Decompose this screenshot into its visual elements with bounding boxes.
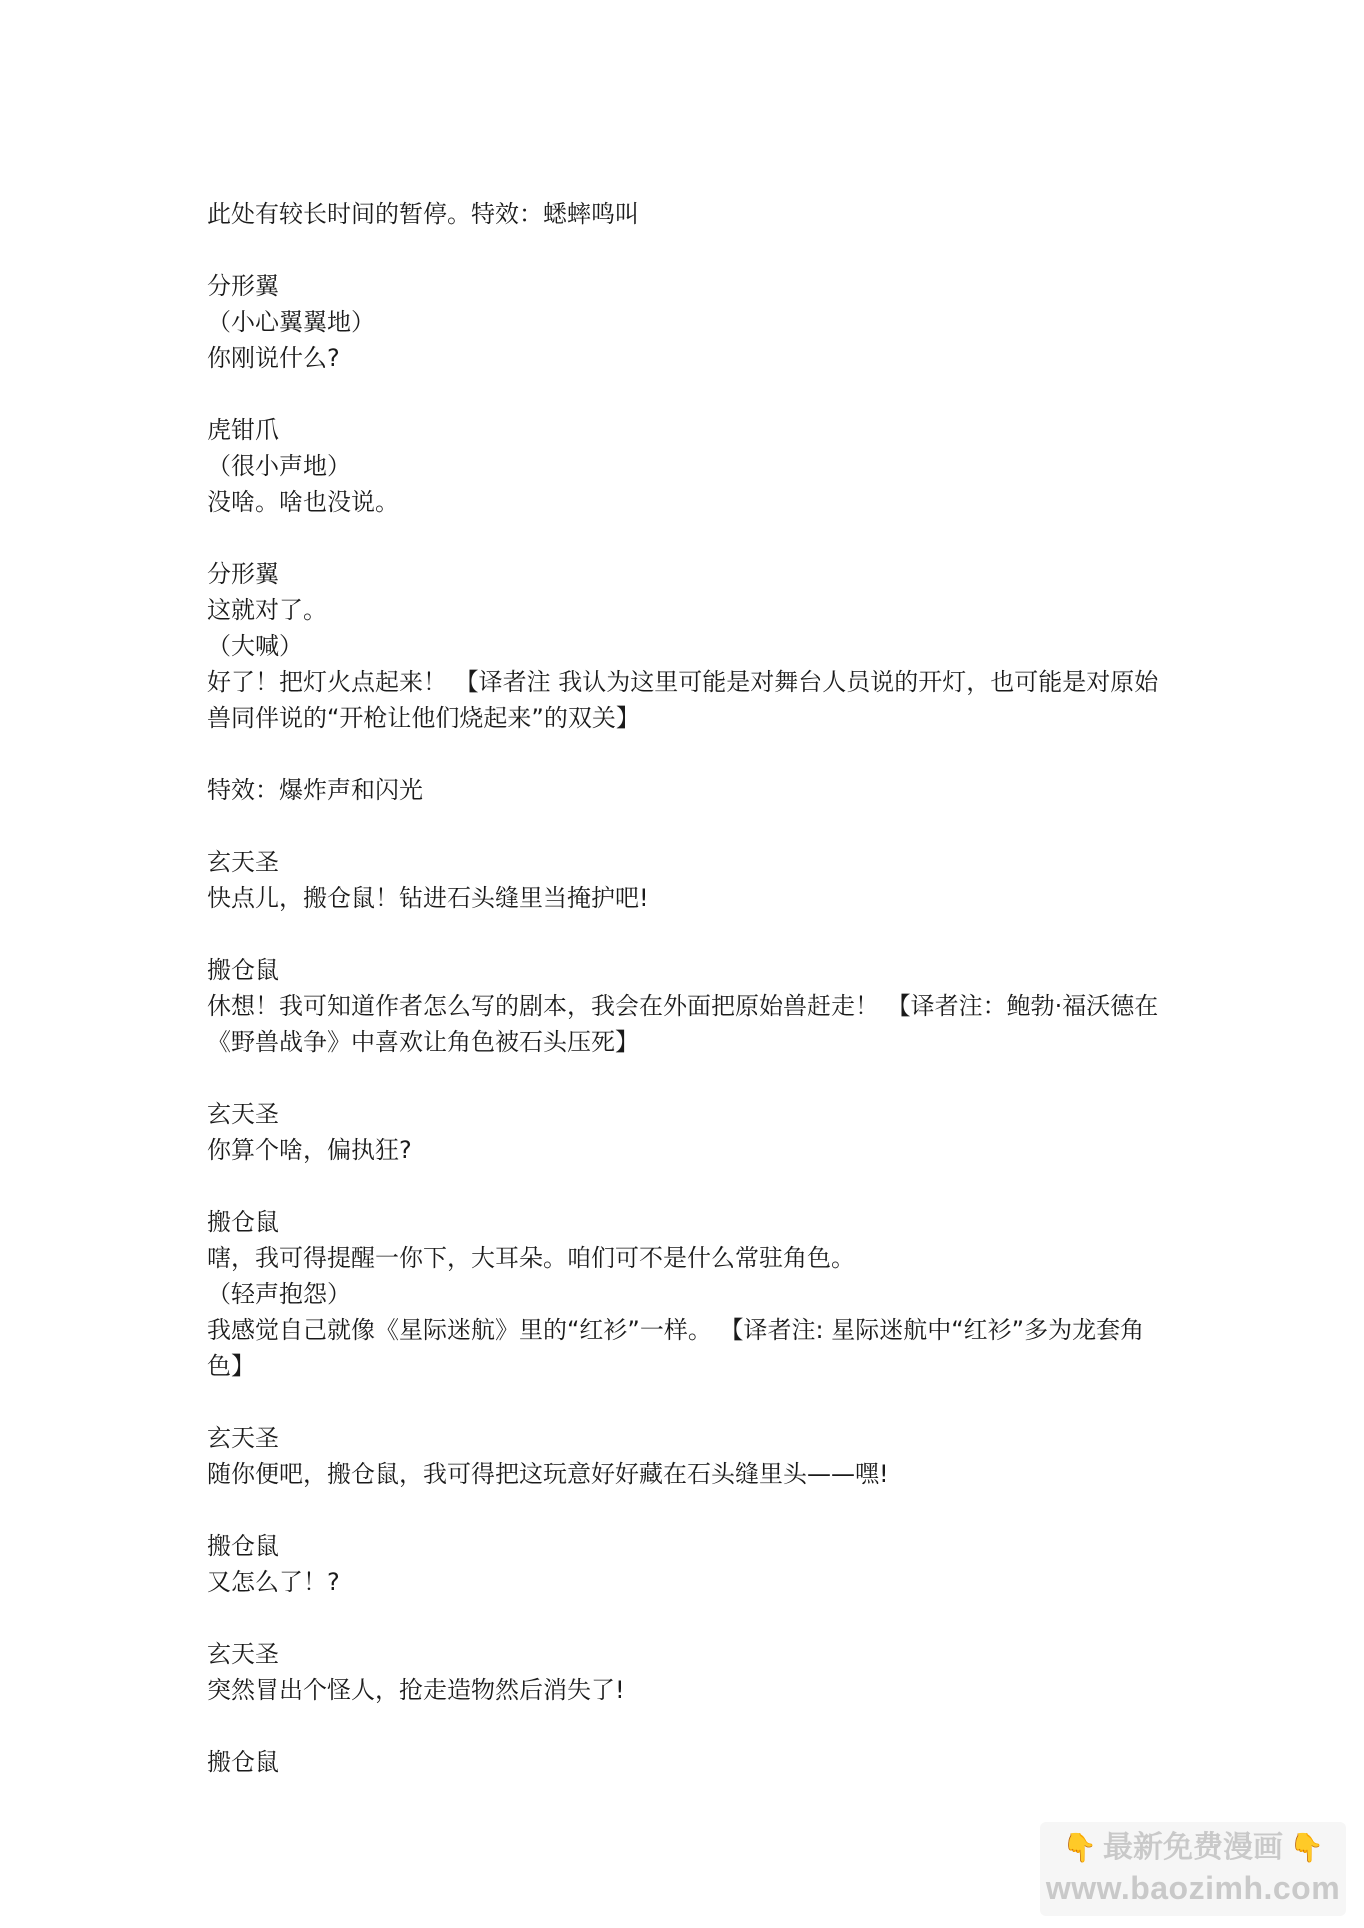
speaker-name: 搬仓鼠 [207,956,279,984]
speaker-name: 搬仓鼠 [207,1532,279,1560]
site-watermark [1040,1822,1346,1916]
watermark-url: www.baozimh.com [1045,1870,1341,1906]
script-line: 你算个啥，偏执狂? [207,1136,412,1164]
block-gap [207,1492,1167,1528]
script-line: （轻声抱怨） [207,1280,351,1308]
block-gap [207,1708,1167,1744]
script-line: 《野兽战争》中喜欢让角色被石头压死】 [207,1028,639,1056]
script-line: 快点儿，搬仓鼠！钻进石头缝里当掩护吧! [207,884,649,912]
script-line: 搬仓鼠 [207,1748,279,1776]
script-line: 又怎么了！? [207,1568,340,1596]
block-gap [207,1168,1167,1204]
script-line: 随你便吧，搬仓鼠，我可得把这玩意好好藏在石头缝里头——嘿! [207,1460,889,1488]
block-gap [207,1060,1167,1096]
block-gap [207,736,1167,772]
script-line: 我感觉自己就像《星际迷航》里的“红衫”一样。 【译者注: 星际迷航中“红衫”多为龙套角色】 [207,1316,1145,1380]
block-gap [207,232,1167,268]
script-line: 此处有较长时间的暂停。特效：蟋蟀鸣叫 [207,200,639,228]
speaker-name: 分形翼 [207,560,279,588]
script-line: 这就对了。 [207,596,327,624]
script-line: 兽同伴说的“开枪让他们烧起来”的双关】 [207,704,640,732]
pointing-down-hand-icon: 👇 [1062,1831,1097,1864]
block-gap [207,376,1167,412]
speaker-name: 玄天圣 [207,1424,279,1452]
speaker-name: 虎钳爪 [207,416,279,444]
speaker-name: 玄天圣 [207,1100,279,1128]
speaker-name: 玄天圣 [207,1640,279,1668]
speaker-name: 搬仓鼠 [207,1208,279,1236]
script-line: 休想！我可知道作者怎么写的剧本，我会在外面把原始兽赶走！ 【译者注：鲍勃·福沃德在 [207,992,1159,1020]
script-line: 没啥。啥也没说。 [207,488,399,516]
script-line: 特效：爆炸声和闪光 [207,776,423,804]
script-line: （小心翼翼地） [207,308,375,336]
block-gap [207,1384,1167,1420]
block-gap [207,808,1167,844]
pointing-down-hand-icon: 👇 [1289,1831,1324,1864]
block-gap [207,1600,1167,1636]
watermark-title: 最新免费漫画 [1103,1830,1283,1865]
speaker-name: 玄天圣 [207,848,279,876]
speaker-name: 分形翼 [207,272,279,300]
block-gap [207,916,1167,952]
watermark-title-row [1040,1828,1346,1868]
script-line: 嗐，我可得提醒一你下，大耳朵。咱们可不是什么常驻角色。 [207,1244,855,1272]
script-line: 你刚说什么? [207,344,340,372]
script-line: （很小声地） [207,452,351,480]
script-text [207,196,1167,1780]
script-line: （大喊） [207,632,303,660]
script-line: 突然冒出个怪人，抢走造物然后消失了! [207,1676,625,1704]
block-gap [207,520,1167,556]
script-line: 好了！把灯火点起来！ 【译者注 我认为这里可能是对舞台人员说的开灯，也可能是对原始 [207,668,1159,696]
